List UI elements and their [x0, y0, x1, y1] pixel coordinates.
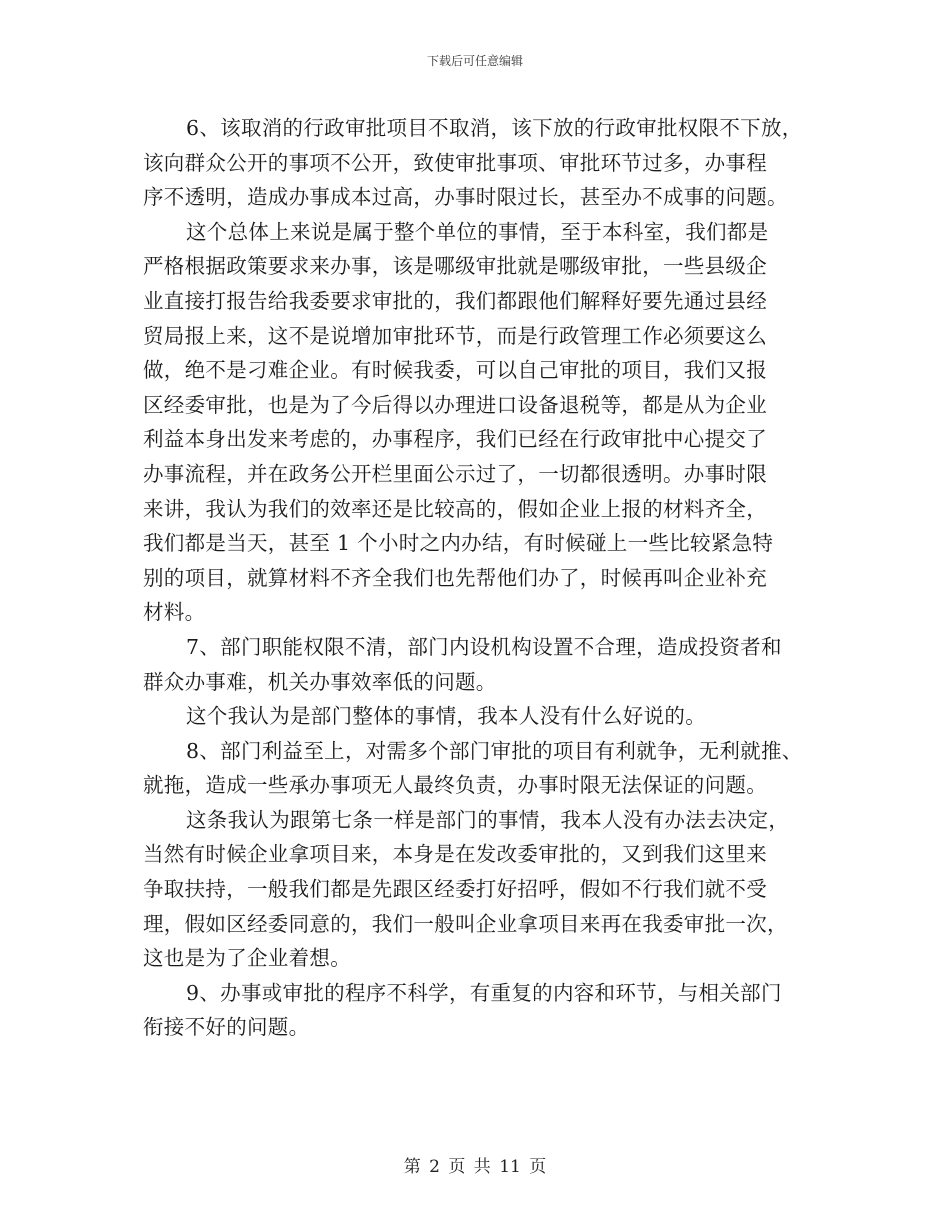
text-line: 当然有时候企业拿项目来，本身是在发改委审批的，又到我们这里来 [143, 842, 767, 867]
text-line: 该向群众公开的事项不公开，致使审批事项、审批环节过多，办事程 [143, 150, 767, 175]
text-line: 这个我认为是部门整体的事情，我本人没有什么好说的。 [186, 704, 706, 729]
text-line: 利益本身出发来考虑的，办事程序，我们已经在行政审批中心提交了 [143, 427, 767, 452]
text-line: 业直接打报告给我委要求审批的，我们都跟他们解释好要先通过县经 [143, 288, 767, 313]
text-line: 来讲，我认为我们的效率还是比较高的，假如企业上报的材料齐全， [143, 496, 767, 521]
text-line: 区经委审批，也是为了今后得以办理进口设备退税等，都是从为企业 [143, 392, 767, 417]
text-line: 衔接不好的问题。 [143, 1015, 310, 1040]
text-line: 贸局报上来，这不是说增加审批环节，而是行政管理工作必须要这么 [143, 323, 767, 348]
text-line: 我们都是当天，甚至 1 个小时之内办结，有时候碰上一些比较紧急特 [143, 531, 774, 556]
text-line: 这也是为了企业着想。 [143, 946, 351, 971]
text-line: 就拖，造成一些承办事项无人最终负责，办事时限无法保证的问题。 [143, 773, 767, 798]
document-body [143, 111, 833, 1045]
text-line: 群众办事难，机关办事效率低的问题。 [143, 669, 497, 694]
text-line: 理，假如区经委同意的，我们一般叫企业拿项目来再在我委审批一次， [143, 911, 788, 936]
text-line: 严格根据政策要求来办事，该是哪级审批就是哪级审批，一些县级企 [143, 254, 767, 279]
text-line: 7、部门职能权限不清，部门内设机构设置不合理，造成投资者和 [186, 634, 782, 659]
text-line: 做，绝不是刁难企业。有时候我委，可以自己审批的项目，我们又报 [143, 358, 767, 383]
text-line: 争取扶持，一般我们都是先跟区经委打好招呼，假如不行我们就不受 [143, 877, 767, 902]
text-line: 8、部门利益至上，对需多个部门审批的项目有利就争，无利就推、 [186, 738, 803, 763]
text-line: 序不透明，造成办事成本过高，办事时限过长，甚至办不成事的问题。 [143, 185, 788, 210]
page-number-footer: 第 2 页 共 11 页 [403, 1157, 547, 1177]
text-line: 这条我认为跟第七条一样是部门的事情，我本人没有办法去决定， [186, 807, 790, 832]
page-header-note: 下载后可任意编辑 [426, 54, 523, 68]
text-line: 这个总体上来说是属于整个单位的事情，至于本科室，我们都是 [186, 219, 769, 244]
text-line: 6、该取消的行政审批项目不取消，该下放的行政审批权限不下放， [186, 116, 803, 140]
text-line: 材料。 [143, 600, 206, 625]
text-line: 别的项目，就算材料不齐全我们也先帮他们办了，时候再叫企业补充 [143, 565, 767, 590]
text-line: 办事流程，并在政务公开栏里面公示过了，一切都很透明。办事时限 [143, 461, 767, 486]
text-line: 9、办事或审批的程序不科学，有重复的内容和环节，与相关部门 [186, 980, 782, 1005]
